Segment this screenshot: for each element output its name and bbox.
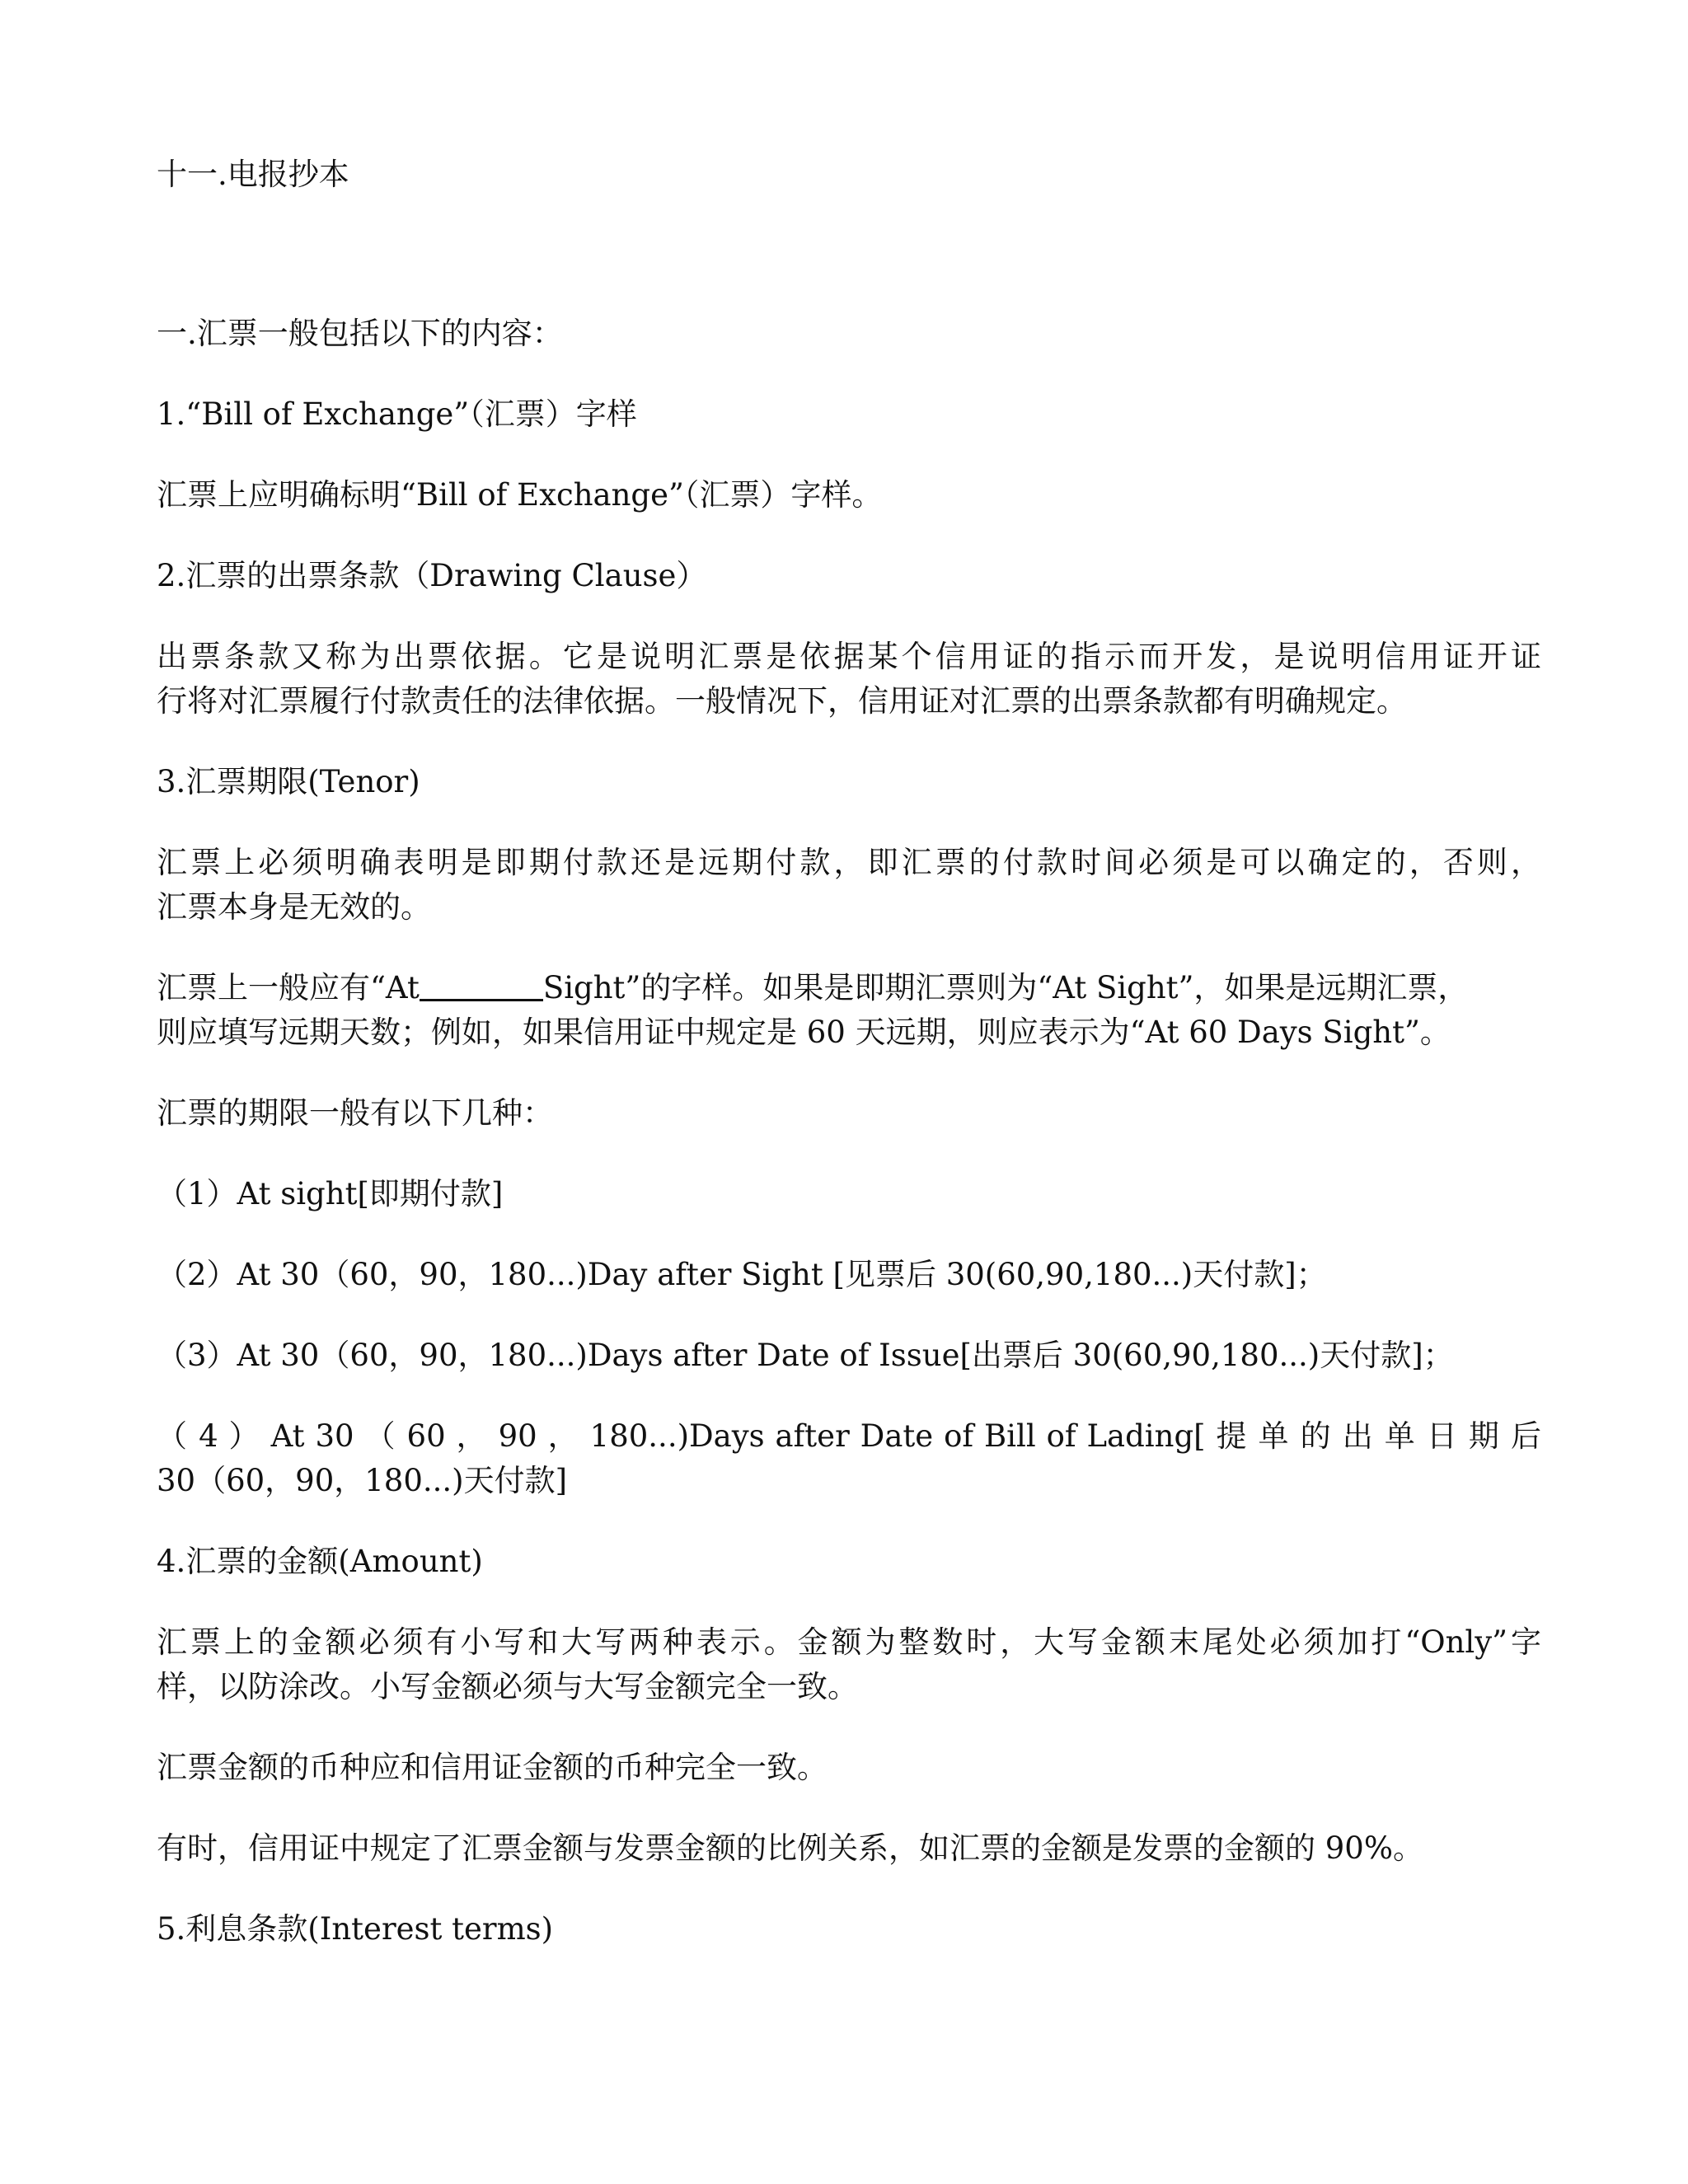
item3-text2-line2: 则应填写远期天数；例如，如果信用证中规定是 60 天远期，则应表示为“At 60 Days Sight”。	[157, 1015, 1451, 1050]
item1-heading: 1.“Bill of Exchange”（汇票）字样	[157, 396, 637, 432]
tenor-option-1: （1）At sight[即期付款]	[157, 1176, 504, 1212]
item4-text1-line1: 汇票上的金额必须有小写和大写两种表示。金额为整数时，大写金额末尾处必须加打“Only”字	[157, 1624, 1541, 1660]
subsection-heading: 一.汇票一般包括以下的内容：	[157, 316, 563, 351]
item1-text: 汇票上应明确标明“Bill of Exchange”（汇票）字样。	[157, 477, 883, 513]
item4-text1-line2: 样，以防涂改。小写金额必须与大写金额完全一致。	[157, 1669, 858, 1704]
tenor-option-2: （2）At 30（60，90，180...)Day after Sight [见票后 30(60,90,180...)天付款]；	[157, 1257, 1327, 1292]
tenor-option-4-line1: （ 4 ） At 30 （ 60 ， 90 ， 180...)Days after Date of Bill of Lading[ 提 单 的 出 单 日 期 后	[157, 1418, 1541, 1454]
item5-heading: 5.利息条款(Interest terms)	[157, 1911, 554, 1947]
tenor-option-3: （3）At 30（60，90，180...)Days after Date of Issue[出票后 30(60,90,180...)天付款]；	[157, 1338, 1454, 1373]
item4-text3: 有时，信用证中规定了汇票金额与发票金额的比例关系，如汇票的金额是发票的金额的 90%。	[157, 1830, 1423, 1866]
item3-text1-line1: 汇票上必须明确表明是即期付款还是远期付款，即汇票的付款时间必须是可以确定的，否则，	[157, 845, 1541, 880]
item4-text2: 汇票金额的币种应和信用证金额的币种完全一致。	[157, 1750, 828, 1785]
item2-text-line2: 行将对汇票履行付款责任的法律依据。一般情况下，信用证对汇票的出票条款都有明确规定。	[157, 683, 1407, 719]
item4-heading: 4.汇票的金额(Amount)	[157, 1544, 483, 1579]
item3-text1-line2: 汇票本身是无效的。	[157, 889, 431, 925]
section-heading: 十一.电报抄本	[157, 157, 349, 192]
item3-text2-line1	[157, 966, 1541, 1010]
tenor-option-4-line2: 30（60，90，180...)天付款]	[157, 1463, 568, 1498]
fill-in-blank-underline	[420, 971, 543, 1001]
item3-text3: 汇票的期限一般有以下几种：	[157, 1095, 553, 1131]
item3-text2-after-blank: Sight”的字样。如果是即期汇票则为“At Sight”，如果是远期汇票，	[542, 970, 1469, 1005]
item2-heading: 2.汇票的出票条款（Drawing Clause）	[157, 558, 707, 593]
item2-text-line1: 出票条款又称为出票依据。它是说明汇票是依据某个信用证的指示而开发，是说明信用证开证	[157, 639, 1541, 674]
item3-heading: 3.汇票期限(Tenor)	[157, 764, 420, 799]
item3-text2-before-blank: 汇票上一般应有“At	[157, 970, 420, 1005]
